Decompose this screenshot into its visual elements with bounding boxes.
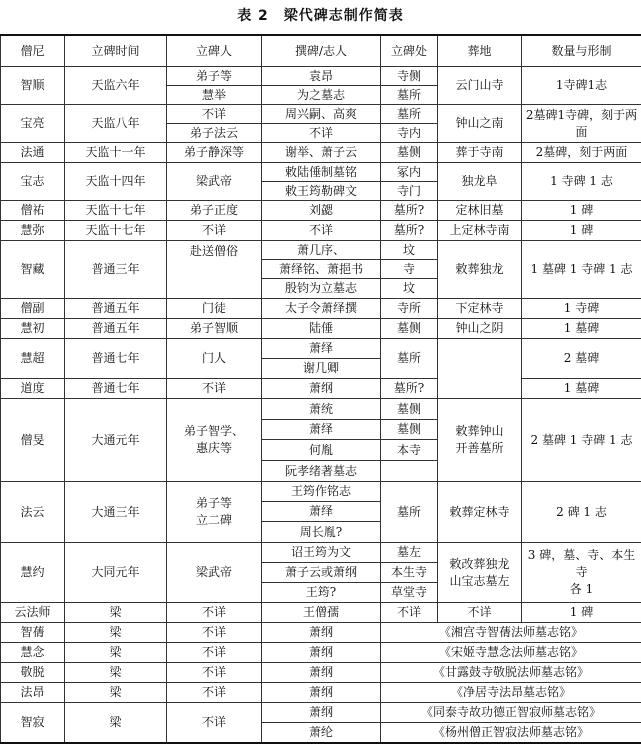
erector: 弟子法云 — [167, 124, 262, 143]
author: 萧子云或萧纲 — [262, 563, 381, 583]
place: 寺门 — [381, 182, 438, 201]
quantity: 2 碑 1 志 — [522, 482, 641, 543]
erector: 弟子正度 — [167, 201, 262, 221]
quantity: 2 墓碑 — [522, 339, 641, 379]
quantity: 1 碑 — [522, 201, 641, 221]
author: 刘勰 — [262, 201, 381, 221]
place: 草堂寺 — [381, 583, 438, 603]
erector: 弟子智顺 — [167, 319, 262, 339]
table-title: 表 2 梁代碑志制作简表 — [237, 8, 404, 24]
place: 坟 — [381, 279, 438, 299]
place — [381, 461, 438, 482]
burial: 云门山寺 — [438, 67, 522, 105]
erector: 门人 — [167, 339, 262, 379]
erect-time: 天监八年 — [65, 105, 167, 143]
author: 萧绎铭、萧挹书 — [262, 260, 381, 279]
source-text: 《净居寺法昂墓志铭》 — [381, 683, 641, 703]
table-row — [1, 379, 641, 399]
source-text: 《湘宫寺智蒨法师墓志铭》 — [381, 623, 641, 643]
author: 阮孝绪著墓志 — [262, 461, 381, 482]
table-row — [1, 643, 641, 663]
author: 不详 — [262, 221, 381, 241]
erector: 门徒 — [167, 299, 262, 319]
erector: 不详 — [167, 603, 262, 623]
author: 何胤 — [262, 440, 381, 461]
author: 王筠作铭志 — [262, 482, 381, 502]
place: 冢内 — [381, 163, 438, 182]
place: 墓所? — [381, 201, 438, 221]
place: 墓所 — [381, 105, 438, 124]
place: 墓所 — [381, 482, 438, 543]
burial: 独龙阜 — [438, 163, 522, 201]
place: 墓所 — [381, 339, 438, 379]
author: 萧纲 — [262, 683, 381, 703]
burial — [438, 339, 522, 399]
header-row — [1, 35, 641, 67]
place: 本寺 — [381, 440, 438, 461]
table-row — [1, 163, 641, 182]
monk-name: 智藏 — [1, 241, 65, 299]
monk-name: 宝志 — [1, 163, 65, 201]
table-row — [1, 299, 641, 319]
author: 萧几序、 — [262, 241, 381, 260]
erector: 不详 — [167, 663, 262, 683]
author: 陆倕 — [262, 319, 381, 339]
author: 不详 — [262, 124, 381, 143]
author: 谢几卿 — [262, 359, 381, 379]
table-row — [1, 201, 641, 221]
table-row — [1, 241, 641, 260]
erect-time: 普通三年 — [65, 241, 167, 299]
erector: 弟子等 立二碑 — [167, 482, 262, 543]
author: 萧纲 — [262, 379, 381, 399]
author: 敕陆倕制墓铭 — [262, 163, 381, 182]
monk-name: 道度 — [1, 379, 65, 399]
erect-time: 天监六年 — [65, 67, 167, 105]
quantity: 1 墓碑 — [522, 319, 641, 339]
col-header-erector: 立碑人 — [167, 35, 262, 67]
table-row — [1, 105, 641, 124]
monk-name: 慧念 — [1, 643, 65, 663]
author: 萧纲 — [262, 623, 381, 643]
col-header-quantity: 数量与形制 — [522, 35, 641, 67]
place: 本生寺 — [381, 563, 438, 583]
burial: 钟山之阴 — [438, 319, 522, 339]
erect-time: 普通七年 — [65, 379, 167, 399]
erector: 弟子静深等 — [167, 143, 262, 163]
table-row — [1, 67, 641, 86]
erector: 梁武帝 — [167, 163, 262, 201]
erect-time: 梁 — [65, 623, 167, 643]
monk-name: 慧初 — [1, 319, 65, 339]
place: 坟 — [381, 241, 438, 260]
col-header-burial: 葬地 — [438, 35, 522, 67]
source-text: 《杨州僧正智寂法师墓志铭》 — [381, 723, 641, 743]
author: 萧绎 — [262, 420, 381, 440]
quantity: 1 墓碑 1 寺碑 1 志 — [522, 241, 641, 299]
place: 寺 — [381, 260, 438, 279]
monk-name: 智寂 — [1, 703, 65, 743]
erect-time: 梁 — [65, 603, 167, 623]
place: 寺侧 — [381, 67, 438, 86]
col-header-author: 撰碑/志人 — [262, 35, 381, 67]
erect-time: 普通七年 — [65, 339, 167, 379]
table-row — [1, 221, 641, 241]
erector: 不详 — [167, 703, 262, 743]
burial: 钟山之南 — [438, 105, 522, 143]
burial: 敕葬独龙 — [438, 241, 522, 299]
place: 墓侧 — [381, 143, 438, 163]
author: 萧绎 — [262, 339, 381, 359]
burial: 敕改葬独龙 山宝志墓左 — [438, 543, 522, 603]
erector: 弟子智学、 惠庆等 — [167, 399, 262, 482]
place: 墓侧 — [381, 399, 438, 420]
monk-name: 智顺 — [1, 67, 65, 105]
erect-time: 普通五年 — [65, 319, 167, 339]
monk-name: 僧副 — [1, 299, 65, 319]
author: 为之墓志 — [262, 86, 381, 105]
author: 敕王筠勒碑文 — [262, 182, 381, 201]
monk-name: 云法师 — [1, 603, 65, 623]
author: 萧纲 — [262, 703, 381, 723]
author: 袁昂 — [262, 67, 381, 86]
author: 太子令萧绎撰 — [262, 299, 381, 319]
table-row — [1, 482, 641, 502]
col-header-monk: 僧尼 — [1, 35, 65, 67]
erect-time: 梁 — [65, 663, 167, 683]
table-row — [1, 319, 641, 339]
author: 周兴嗣、高爽 — [262, 105, 381, 124]
author: 萧统 — [262, 399, 381, 420]
table-row — [1, 399, 641, 420]
source-text: 《同泰寺故功德正智寂师墓志铭》 — [381, 703, 641, 723]
table-row — [1, 683, 641, 703]
monk-name: 法昂 — [1, 683, 65, 703]
place: 不详 — [381, 603, 438, 623]
author: 萧纲 — [262, 643, 381, 663]
monk-name: 慧弥 — [1, 221, 65, 241]
erect-time: 天监十七年 — [65, 221, 167, 241]
table-row — [1, 143, 641, 163]
author: 萧纲 — [262, 663, 381, 683]
author: 谢举、萧子云 — [262, 143, 381, 163]
table-row — [1, 623, 641, 643]
erect-time: 梁 — [65, 643, 167, 663]
monk-name: 僧祐 — [1, 201, 65, 221]
table-row — [1, 703, 641, 723]
erector: 不详 — [167, 643, 262, 663]
author: 殷钧为立墓志 — [262, 279, 381, 299]
table-row — [1, 339, 641, 359]
place: 墓侧 — [381, 319, 438, 339]
place: 寺内 — [381, 124, 438, 143]
quantity: 1 碑 — [522, 221, 641, 241]
erector: 不详 — [167, 623, 262, 643]
monk-name: 法通 — [1, 143, 65, 163]
author: 萧纶 — [262, 723, 381, 743]
quantity: 2墓碑1寺碑，刻于两面 — [522, 105, 641, 143]
erect-time: 梁 — [65, 703, 167, 743]
erect-time: 大通三年 — [65, 482, 167, 543]
col-header-place: 立碑处 — [381, 35, 438, 67]
monk-name: 智蒨 — [1, 623, 65, 643]
monk-name: 法云 — [1, 482, 65, 543]
table-row — [1, 663, 641, 683]
monk-name: 慧约 — [1, 543, 65, 603]
place: 寺所 — [381, 299, 438, 319]
erect-time: 大同元年 — [65, 543, 167, 603]
erector: 不详 — [167, 105, 262, 124]
erector: 梁武帝 — [167, 543, 262, 603]
erector: 不详 — [167, 683, 262, 703]
burial: 敕葬定林寺 — [438, 482, 522, 543]
quantity: 1 碑 — [522, 603, 641, 623]
quantity: 1 墓碑 — [522, 379, 641, 399]
erect-time: 天监十一年 — [65, 143, 167, 163]
place: 墓所? — [381, 221, 438, 241]
erector: 赴送僧俗 — [167, 241, 262, 299]
erector: 不详 — [167, 379, 262, 399]
table-row — [1, 543, 641, 563]
author: 王筠? — [262, 583, 381, 603]
place: 墓所 — [381, 86, 438, 105]
source-text: 《宋姬寺慧念法师墓志铭》 — [381, 643, 641, 663]
place: 墓侧 — [381, 420, 438, 440]
author: 王僧孺 — [262, 603, 381, 623]
erect-time: 梁 — [65, 683, 167, 703]
stele-table — [0, 34, 641, 744]
monk-name: 敬脱 — [1, 663, 65, 683]
author: 诏王筠为文 — [262, 543, 381, 563]
burial: 敕葬钟山 开善墓所 — [438, 399, 522, 482]
erect-time: 普通五年 — [65, 299, 167, 319]
erect-time: 天监十七年 — [65, 201, 167, 221]
place: 墓所? — [381, 379, 438, 399]
monk-name: 僧旻 — [1, 399, 65, 482]
quantity: 1 寺碑 1 志 — [522, 163, 641, 201]
table-row — [1, 603, 641, 623]
burial: 定林旧墓 — [438, 201, 522, 221]
quantity: 3 碑，墓、寺、本生寺 各 1 — [522, 543, 641, 603]
burial: 不详 — [438, 603, 522, 623]
quantity: 2墓碑，刻于两面 — [522, 143, 641, 163]
burial: 上定林寺南 — [438, 221, 522, 241]
erector: 弟子等 — [167, 67, 262, 86]
monk-name: 宝亮 — [1, 105, 65, 143]
quantity: 2 墓碑 1 寺碑 1 志 — [522, 399, 641, 482]
burial: 下定林寺 — [438, 299, 522, 319]
erector: 不详 — [167, 221, 262, 241]
author: 周长胤? — [262, 522, 381, 543]
monk-name: 慧超 — [1, 339, 65, 379]
quantity: 1 寺碑 — [522, 299, 641, 319]
erect-time: 天监十四年 — [65, 163, 167, 201]
source-text: 《甘露鼓寺敬脱法师墓志铭》 — [381, 663, 641, 683]
place: 墓左 — [381, 543, 438, 563]
erector: 慧举 — [167, 86, 262, 105]
burial: 葬于寺南 — [438, 143, 522, 163]
col-header-time: 立碑时间 — [65, 35, 167, 67]
author: 萧绎 — [262, 502, 381, 522]
quantity: 1寺碑1志 — [522, 67, 641, 105]
erect-time: 大通元年 — [65, 399, 167, 482]
